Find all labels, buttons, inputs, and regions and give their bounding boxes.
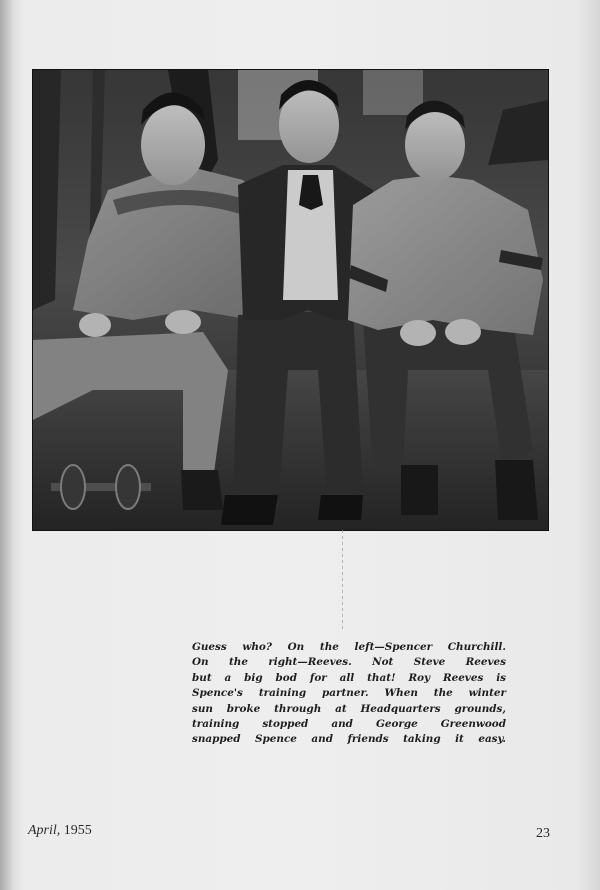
photograph-image [33,70,548,530]
caption-line: Spence's training partner. When the winter [192,687,506,700]
caption-line: On the right—Reeves. Not Steve Reeves [192,656,506,669]
caption-line: training stopped and George Greenwood [192,718,506,731]
gutter-shadow [0,0,14,890]
fold-line [342,530,343,630]
issue-month: April, [28,823,61,838]
issue-year: 1955 [63,823,92,838]
caption-line: sun broke through at Headquarters grounds, [192,702,506,715]
photograph [33,70,548,530]
caption-line: Guess who? On the left—Spencer Churchill. [192,641,506,653]
page-number: 23 [536,826,550,841]
issue-date [28,823,92,839]
caption-line: snapped Spence and friends taking it easy. [192,733,506,746]
caption-line: but a big bod for all that! Roy Reeves is [192,671,506,684]
photo-caption [192,640,506,748]
